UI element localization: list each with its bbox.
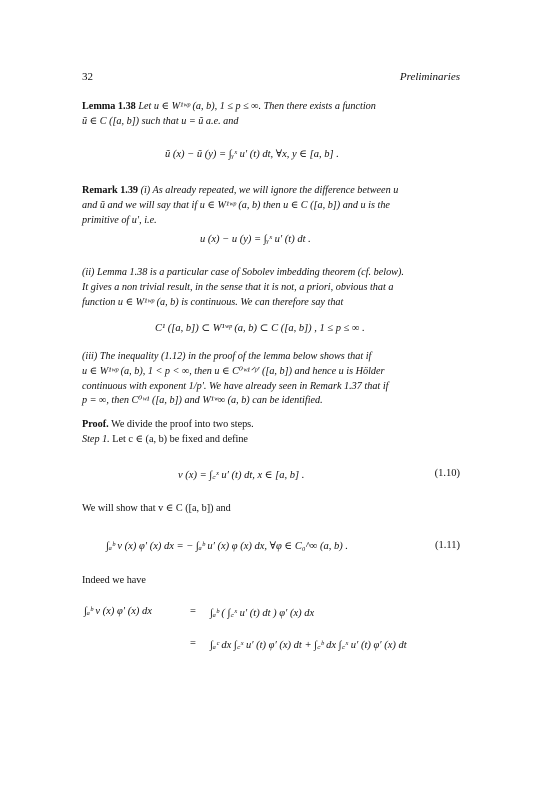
- lemma-block: [82, 100, 460, 130]
- remark-ii-line-1: (ii) Lemma 1.38 is a particular case of Sobolev imbedding theorem (cf. below).: [82, 267, 404, 278]
- remark-i-line-3: primitive of u′, i.e.: [82, 214, 157, 226]
- remark-ii-block: [82, 266, 460, 310]
- remark-iii-line-1: (iii) The inequality (1.12) in the proof of the lemma below shows that if: [82, 351, 372, 362]
- chain-lhs: ∫ₐᵇ v (x) φ′ (x) dx: [84, 606, 152, 617]
- chain-equals-2: =: [190, 638, 196, 649]
- remark-ii-line-2: It gives a non trivial result, in the sense that it is not, a priori, obvious that a: [82, 281, 394, 293]
- lemma-label: Lemma 1.38: [82, 101, 136, 112]
- lemma-equation: ũ (x) − ũ (y) = ∫ᵧˣ u′ (t) dt, ∀x, y ∈ [a, b] .: [165, 149, 339, 160]
- step1-text: Let c ∈ (a, b) be fixed and define: [112, 433, 248, 445]
- remark-iii-line-2: u ∈ W¹ʷᵖ (a, b), 1 < p < ∞, then u ∈ C⁰ʷ¹ᐟᵖ′ ([a, b]) and hence u is Hölder: [82, 365, 385, 377]
- remark-i-equation: u (x) − u (y) = ∫ᵧˣ u′ (t) dt .: [200, 234, 311, 245]
- proof-label: Proof.: [82, 419, 109, 430]
- remark-label: Remark 1.39: [82, 185, 139, 196]
- remark-iii-block: [82, 350, 460, 409]
- proof-block: [82, 418, 460, 448]
- lemma-line-1: Let u ∈ W¹ʷᵖ (a, b), 1 ≤ p ≤ ∞. Then there exists a function: [138, 101, 376, 112]
- show-line: We will show that v ∈ C ([a, b]) and: [82, 503, 231, 514]
- running-title: Preliminaries: [399, 71, 460, 83]
- remark-ii-equation: C¹ ([a, b]) ⊂ W¹ʷᵖ (a, b) ⊂ C ([a, b]) , 1 ≤ p ≤ ∞ .: [155, 323, 365, 334]
- chain-rhs-1: ∫ₐᵇ ( ∫꜀ˣ u′ (t) dt ) φ′ (x) dx: [210, 608, 315, 619]
- remark-i-line-1: (i) As already repeated, we will ignore the difference between u: [140, 185, 399, 196]
- remark-i-block: [82, 184, 460, 228]
- equation-number-1-10: (1.10): [434, 468, 460, 479]
- lemma-line-2: ũ ∈ C ([a, b]) such that u = ũ a.e. and: [82, 115, 239, 127]
- equation-number-1-11: (1.11): [435, 540, 460, 551]
- remark-iii-line-3: continuous with exponent 1/p′. We have already seen in Remark 1.37 that if: [82, 380, 389, 392]
- equation-1-10: v (x) = ∫꜀ˣ u′ (t) dt, x ∈ [a, b] .: [178, 470, 305, 481]
- chain-rhs-2: ∫ₐᶜ dx ∫꜀ˣ u′ (t) φ′ (x) dt + ∫꜀ᵇ dx ∫꜀ˣ u′ (t) φ′ (x) dt: [210, 640, 407, 651]
- indeed-line: Indeed we have: [82, 575, 146, 586]
- proof-intro: We divide the proof into two steps.: [111, 419, 254, 430]
- chain-equals-1: =: [190, 606, 196, 617]
- page-number: 32: [82, 71, 93, 83]
- remark-i-line-2: and ũ and we will say that if u ∈ W¹ʷᵖ (a, b) then u ∈ C ([a, b]) and u is the: [82, 199, 390, 211]
- page-header: [82, 71, 460, 85]
- step1-label: Step 1.: [82, 433, 110, 445]
- remark-ii-line-3: function u ∈ W¹ʷᵖ (a, b) is continuous. We can therefore say that: [82, 296, 344, 308]
- equation-1-11: ∫ₐᵇ v (x) φ′ (x) dx = − ∫ₐᵇ u′ (x) φ (x) dx, ∀φ ∈ C₀^∞ (a, b) .: [106, 541, 349, 552]
- remark-iii-line-4: p = ∞, then C⁰ʷ¹ ([a, b]) and W¹ʷ∞ (a, b) can be identified.: [82, 395, 323, 407]
